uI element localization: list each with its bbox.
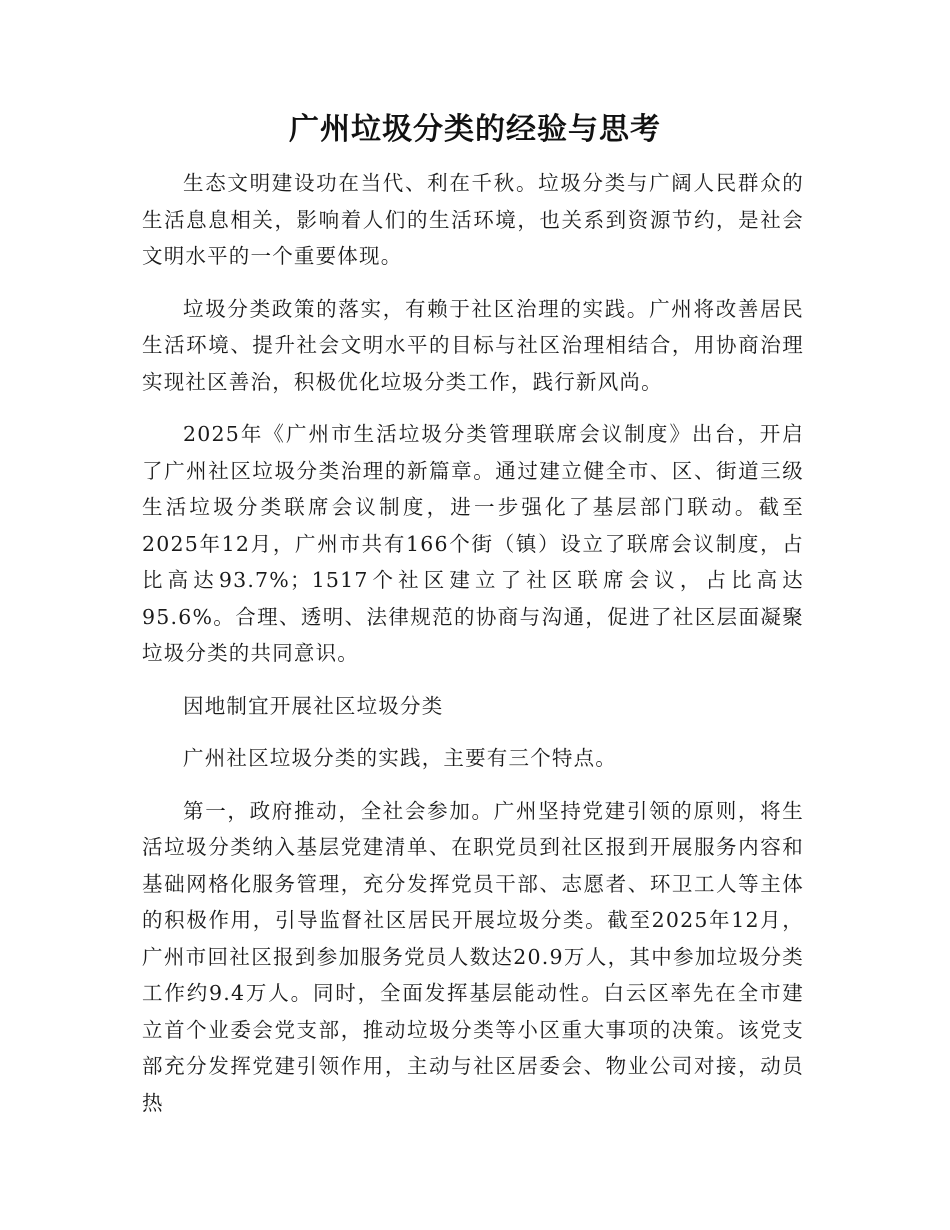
paragraph-joint-meeting: 2025年《广州市生活垃圾分类管理联席会议制度》出台，开启了广州社区垃圾分类治理的新篇章。通过建立健全市、区、街道三级生活垃圾分类联席会议制度，进一步强化了基层部门联动。截至2025年12月，广州市共有166个街（镇）设立了联席会议制度，占比高达93.7%；1517个社区建立了社区联席会议，占比高达95.6%。合理、透明、法律规范的协商与沟通，促进了社区层面凝聚垃圾分类的共同意识。 <box>142 422 804 665</box>
document-title: 广州垃圾分类的经验与思考 <box>289 112 661 147</box>
paragraph-intro: 生态文明建设功在当代、利在千秋。垃圾分类与广阔人民群众的生活息息相关，影响着人们的生活环境，也关系到资源节约，是社会文明水平的一个重要体现。 <box>142 171 804 268</box>
paragraph-features: 广州社区垃圾分类的实践，主要有三个特点。 <box>183 746 617 770</box>
paragraph-first-feature: 第一，政府推动，全社会参加。广州坚持党建引领的原则，将生活垃圾分类纳入基层党建清单、在职党员到社区报到开展服务内容和基础网格化服务管理，充分发挥党员干部、志愿者、环卫工人等主体的积极作用，引导监督社区居民开展垃圾分类。截至2025年12月，广州市回社区报到参加服务党员人数达20.9万人，其中参加垃圾分类工作约9.4万人。同时，全面发挥基层能动性。白云区率先在全市建立首个业委会党支部，推动垃圾分类等小区重大事项的决策。该党支部充分发挥党建引领作用，主动与社区居委会、物业公司对接，动员热 <box>142 798 804 1115</box>
section-heading: 因地制宜开展社区垃圾分类 <box>183 693 444 718</box>
paragraph-policy: 垃圾分类政策的落实，有赖于社区治理的实践。广州将改善居民生活环境、提升社会文明水平的目标与社区治理相结合，用协商治理实现社区善治，积极优化垃圾分类工作，践行新风尚。 <box>142 296 804 394</box>
document-body <box>142 165 804 1137</box>
